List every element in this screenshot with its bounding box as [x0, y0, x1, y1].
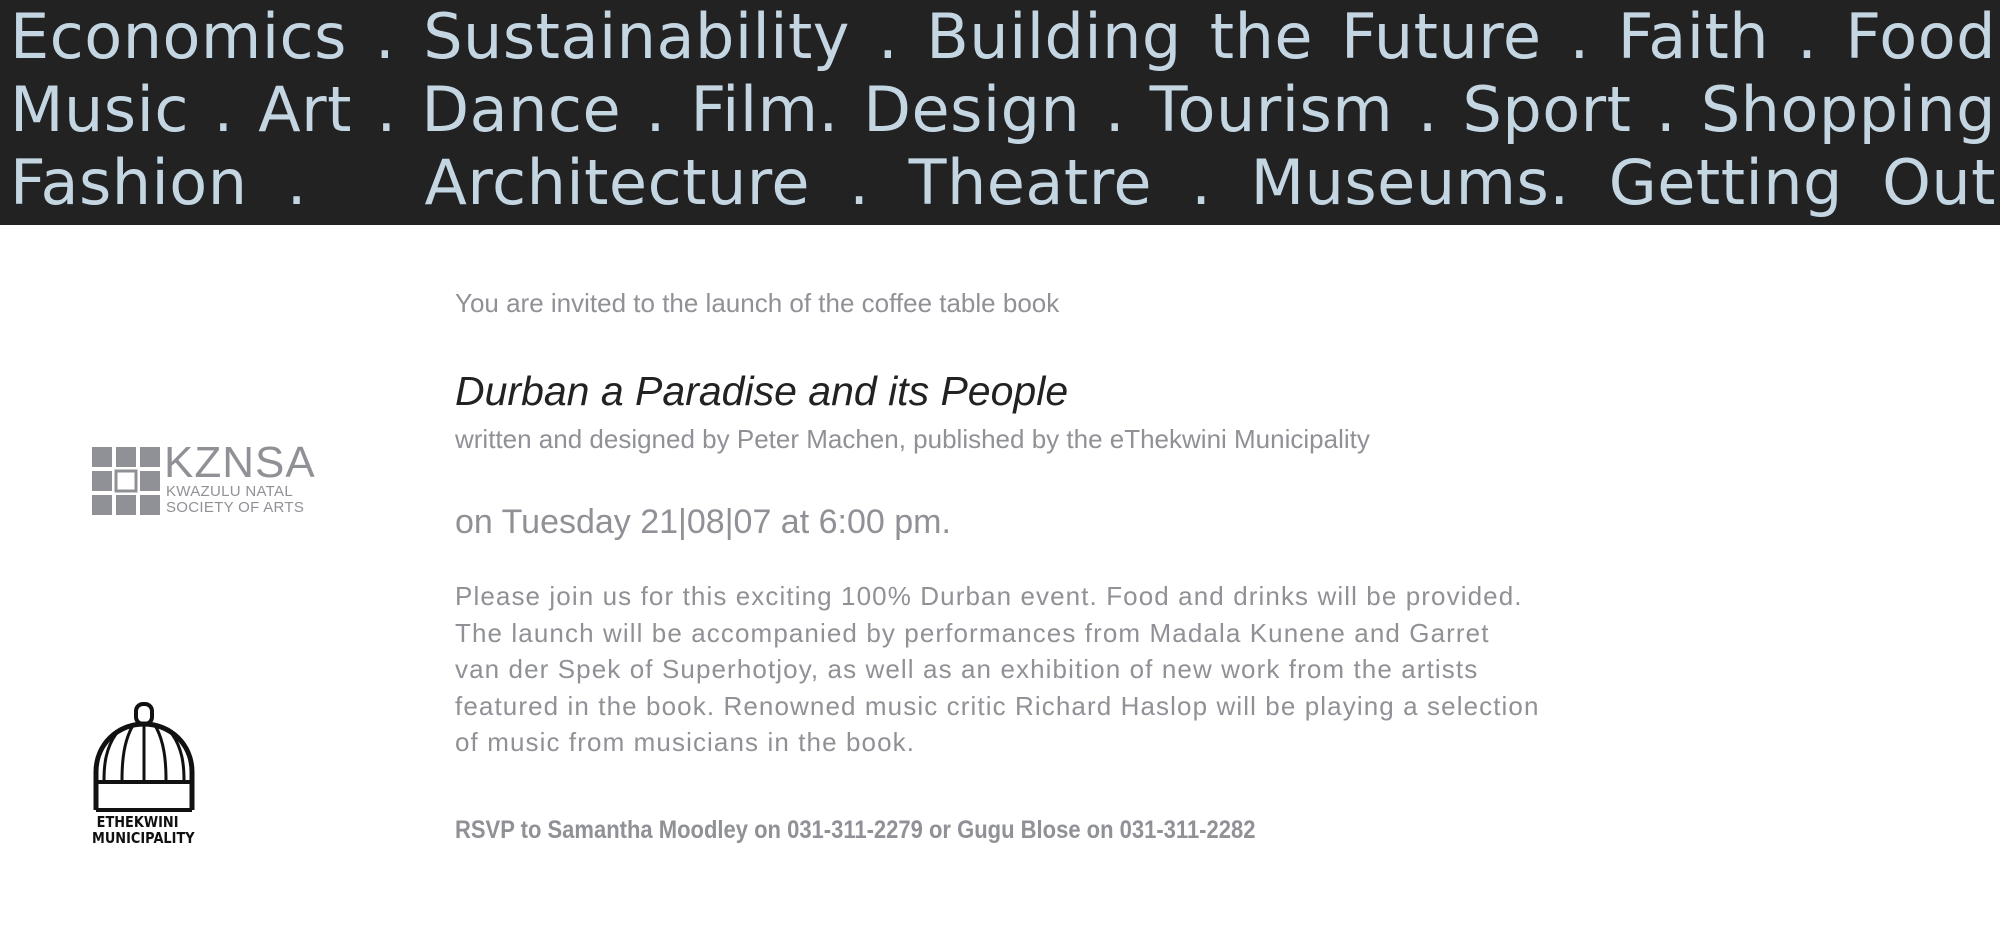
banner-line-1: Economics . Sustainability . Building the Future . Faith . Food: [10, 0, 1996, 73]
event-description: [455, 578, 1655, 761]
book-byline: written and designed by Peter Machen, published by the eThekwini Municipality: [455, 424, 1370, 454]
book-title: Durban a Paradise and its People: [455, 368, 1069, 414]
banner-line-3: Fashion . Architecture . Theatre . Museums. Getting Out: [10, 146, 1996, 219]
description-line: The launch will be accompanied by performances from Madala Kunene and Garret: [455, 617, 1490, 648]
kznsa-subtitle-line-1: KWAZULU NATAL: [166, 483, 293, 500]
invitation-intro: You are invited to the launch of the coffee table book: [455, 288, 1060, 318]
banner-line-2: Music . Art . Dance . Film. Design . Tourism . Sport . Shopping: [10, 73, 1996, 146]
kznsa-logo: [92, 438, 322, 517]
description-line: van der Spek of Superhotjoy, as well as an exhibition of new work from the artists: [455, 654, 1479, 684]
description-line: of music from musicians in the book.: [455, 727, 916, 757]
ethekwini-name-line-2: MUNICIPALITY: [92, 829, 195, 847]
ethekwini-name-line-1: ETHEKWINI: [96, 813, 179, 831]
description-line: featured in the book. Renowned music critic Richard Haslop will be playing a selection: [455, 690, 1540, 721]
kznsa-subtitle-line-2: SOCIETY OF ARTS: [166, 499, 305, 516]
ethekwini-logo: [92, 702, 202, 852]
kznsa-name: KZNSA: [164, 438, 316, 487]
topic-banner: [0, 0, 2000, 225]
event-date: on Tuesday 21|08|07 at 6:00 pm.: [455, 503, 951, 541]
dome-icon: [92, 702, 198, 814]
description-line: Please join us for this exciting 100% Durban event. Food and drinks will be provided.: [455, 581, 1523, 611]
grid-of-squares-icon: [92, 447, 160, 515]
rsvp-contact: RSVP to Samantha Moodley on 031-311-2279 or Gugu Blose on 031-311-2282: [455, 816, 1256, 844]
